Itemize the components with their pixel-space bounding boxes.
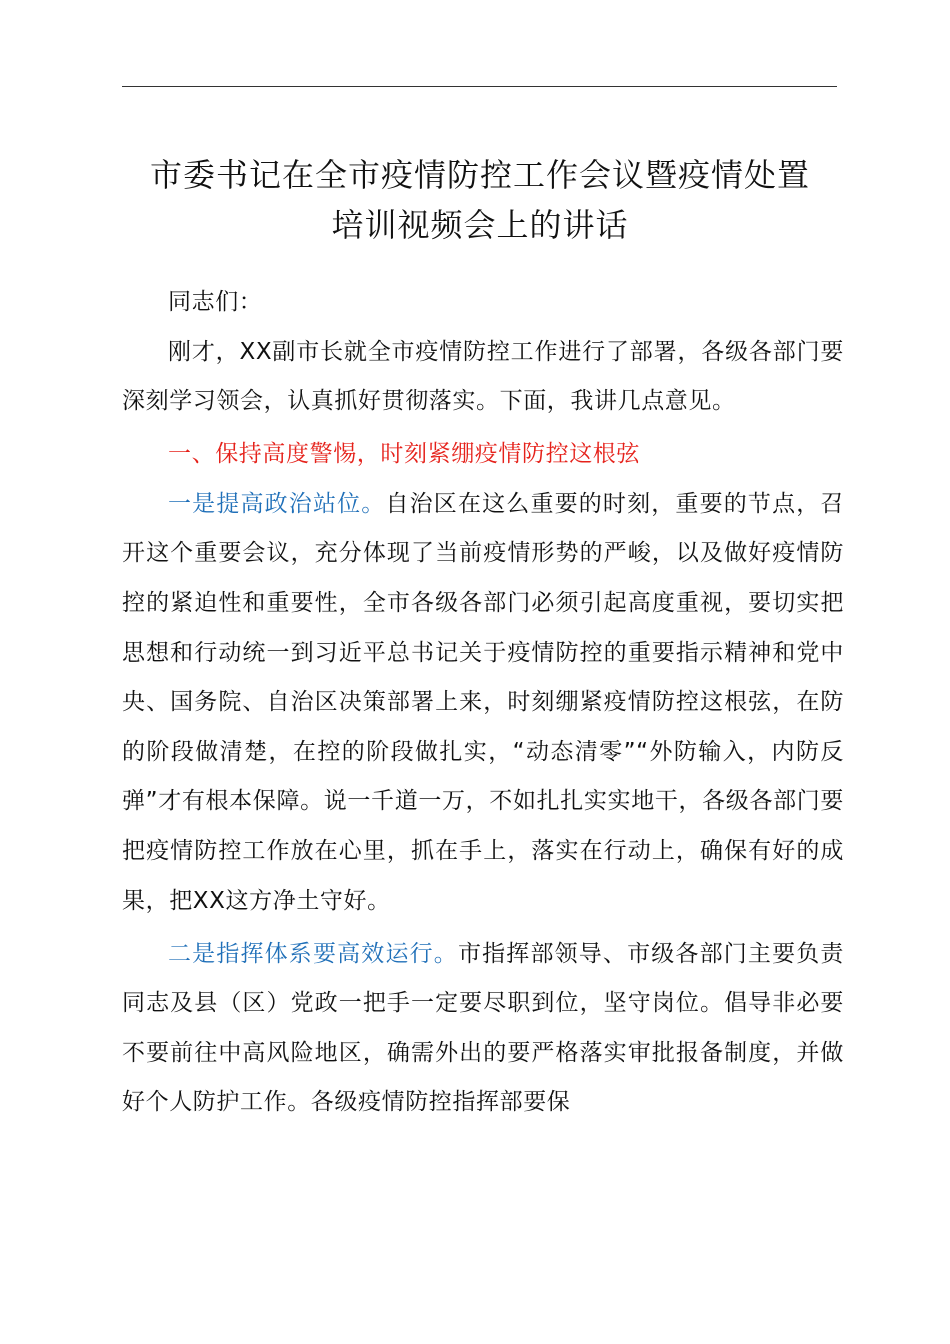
point-1-lead: 一是提高政治站位。	[168, 490, 386, 517]
point-2-text: 市指挥部领导、市级各部门主要负责同志及县（区）党政一把手一定要尽职到位，坚守岗位。倡导非必要不要前往中高风险地区，确需外出的要严格落实审批报备制度，并做好个人防护工作。各级疫情防控指挥部要保	[122, 940, 844, 1116]
point-2-paragraph	[122, 930, 844, 1128]
document-body	[122, 278, 844, 1128]
point-1-paragraph	[122, 480, 844, 926]
document-title	[100, 150, 860, 250]
point-1-text: 自治区在这么重要的时刻，重要的节点，召开这个重要会议，充分体现了当前疫情形势的严峻，以及做好疫情防控的紧迫性和重要性，全市各级各部门必须引起高度重视，要切实把思想和行动统一到习近平总书记关于疫情防控的重要指示精神和党中央、国务院、自治区决策部署上来，时刻绷紧疫情防控这根弦，在防的阶段做清楚，在控的阶段做扎实，“动态清零”“外防输入，内防反弹”才有根本保障。说一千道一万，不如扎扎实实地干，各级各部门要把疫情防控工作放在心里，抓在手上，落实在行动上，确保有好的成果，把XX这方净土守好。	[122, 490, 844, 914]
header-divider	[122, 86, 837, 87]
point-2-lead: 二是指挥体系要高效运行。	[168, 940, 458, 967]
title-line-1: 市委书记在全市疫情防控工作会议暨疫情处置	[149, 156, 810, 194]
intro-paragraph: 刚才，XX副市长就全市疫情防控工作进行了部署，各级各部门要深刻学习领会，认真抓好贯彻落实。下面，我讲几点意见。	[122, 338, 844, 415]
title-line-2: 培训视频会上的讲话	[331, 206, 629, 244]
salutation: 同志们：	[168, 289, 263, 315]
section-1-heading: 一、保持高度警惕，时刻紧绷疫情防控这根弦	[168, 441, 640, 468]
